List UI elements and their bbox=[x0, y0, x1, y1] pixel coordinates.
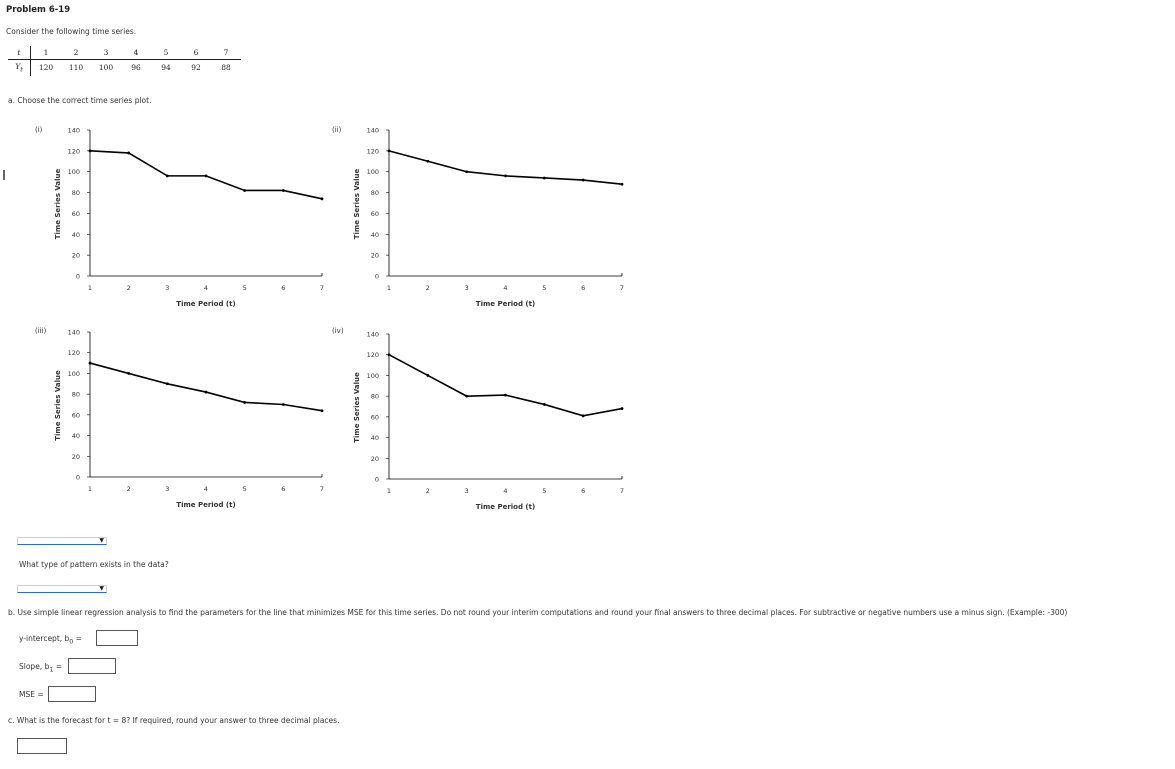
y-tick-label: 20 bbox=[370, 454, 379, 463]
y-tick-label: 140 bbox=[67, 126, 80, 135]
data-point bbox=[426, 374, 429, 377]
problem-intro: Consider the following time series. bbox=[6, 27, 137, 36]
x-tick-label: 1 bbox=[386, 284, 392, 292]
series-line bbox=[389, 355, 622, 416]
x-tick-label: 4 bbox=[503, 284, 508, 292]
table-cell: 4 bbox=[121, 46, 151, 60]
problem-title: Problem 6-19 bbox=[6, 5, 71, 15]
y-axis-label: Time Series Value bbox=[54, 370, 62, 441]
data-point bbox=[582, 179, 585, 182]
mse-input[interactable] bbox=[48, 686, 96, 702]
table-cell: 6 bbox=[181, 46, 211, 60]
y-tick-label: 0 bbox=[374, 475, 379, 484]
y-tick-label: 80 bbox=[71, 390, 80, 399]
y-subscript: t bbox=[20, 66, 23, 74]
x-axis-label: Time Period (t) bbox=[475, 503, 536, 511]
chart-panel-label: (ii) bbox=[332, 126, 342, 134]
data-point bbox=[621, 183, 624, 186]
y-tick-label: 120 bbox=[366, 351, 379, 360]
data-point bbox=[388, 353, 391, 356]
x-axis-label: Time Period (t) bbox=[176, 300, 236, 308]
data-point bbox=[166, 174, 169, 177]
x-axis-label: Time Period (t) bbox=[176, 501, 236, 509]
y-tick-label: 140 bbox=[366, 330, 379, 339]
x-tick-label: 7 bbox=[619, 487, 625, 495]
y-tick-label: 100 bbox=[366, 168, 379, 177]
y-tick-label: 120 bbox=[67, 147, 80, 156]
x-tick-label: 2 bbox=[126, 485, 131, 493]
table-cell: 110 bbox=[68, 63, 84, 73]
chart-panel-label: (iv) bbox=[332, 327, 344, 335]
y-tick-label: 100 bbox=[67, 369, 80, 378]
table-cell: 120 bbox=[38, 63, 54, 73]
table-cell: 1 bbox=[31, 46, 62, 60]
series-line bbox=[389, 151, 622, 184]
x-tick-label: 5 bbox=[542, 284, 547, 292]
y-axis-label: Time Series Value bbox=[54, 168, 62, 240]
data-point bbox=[465, 395, 468, 398]
data-point bbox=[89, 362, 92, 365]
y-tick-label: 80 bbox=[71, 189, 80, 198]
data-point bbox=[388, 149, 391, 152]
x-tick-label: 4 bbox=[503, 487, 508, 495]
x-tick-label: 3 bbox=[464, 284, 469, 292]
x-tick-label: 7 bbox=[319, 485, 325, 493]
y-tick-label: 60 bbox=[71, 209, 80, 218]
data-point bbox=[243, 401, 246, 404]
data-point bbox=[127, 152, 130, 155]
intercept-subscript: 0 bbox=[69, 638, 74, 646]
y-tick-label: 20 bbox=[370, 251, 379, 260]
data-point bbox=[504, 174, 507, 177]
y-tick-label: 120 bbox=[67, 349, 80, 358]
y-tick-label: 60 bbox=[71, 411, 80, 420]
y-axis-label: Time Series Value bbox=[353, 372, 361, 443]
data-point bbox=[582, 414, 585, 417]
data-point bbox=[205, 391, 208, 394]
data-point bbox=[465, 170, 468, 173]
slope-equals: = bbox=[55, 662, 63, 671]
mse-label: MSE = bbox=[19, 690, 44, 699]
y-tick-label: 40 bbox=[370, 434, 379, 443]
y-tick-label: 140 bbox=[67, 328, 80, 337]
x-tick-label: 1 bbox=[386, 487, 392, 495]
chevron-down-icon: ▼ bbox=[99, 585, 104, 592]
y-tick-label: 40 bbox=[71, 432, 80, 441]
y-tick-label: 120 bbox=[366, 147, 379, 156]
y-tick-label: 0 bbox=[374, 272, 379, 281]
plot-select-dropdown[interactable] bbox=[17, 537, 107, 545]
slope-subscript: 1 bbox=[49, 666, 54, 674]
x-tick-label: 7 bbox=[619, 284, 625, 292]
forecast-input[interactable] bbox=[17, 738, 67, 754]
pattern-question: What type of pattern exists in the data? bbox=[19, 560, 169, 569]
data-point bbox=[543, 177, 546, 180]
y-axis-label: Time Series Value bbox=[353, 168, 361, 240]
data-point bbox=[127, 372, 130, 375]
x-tick-label: 4 bbox=[203, 485, 209, 493]
chevron-down-icon: ▼ bbox=[99, 537, 104, 544]
x-tick-label: 6 bbox=[281, 284, 286, 292]
x-tick-label: 3 bbox=[165, 485, 170, 493]
x-tick-label: 6 bbox=[581, 284, 586, 292]
y-symbol: Y bbox=[15, 62, 21, 71]
x-tick-label: 6 bbox=[581, 487, 586, 495]
data-point bbox=[89, 149, 92, 152]
y-tick-label: 80 bbox=[370, 189, 379, 198]
y-tick-label: 20 bbox=[71, 251, 80, 260]
x-axis-label: Time Period (t) bbox=[475, 300, 536, 308]
x-tick-label: 1 bbox=[87, 284, 93, 292]
data-point bbox=[504, 394, 507, 397]
x-tick-label: 2 bbox=[126, 284, 131, 292]
table-cell: 2 bbox=[61, 46, 91, 60]
y-tick-label: 140 bbox=[366, 126, 379, 135]
data-point bbox=[282, 189, 285, 192]
y-tick-label: 60 bbox=[370, 413, 379, 422]
pattern-select-dropdown[interactable] bbox=[17, 585, 107, 593]
data-point bbox=[321, 197, 324, 200]
x-tick-label: 5 bbox=[542, 487, 547, 495]
data-point bbox=[621, 407, 624, 410]
x-tick-label: 4 bbox=[203, 284, 209, 292]
series-line bbox=[90, 363, 322, 411]
table-cell: 100 bbox=[98, 63, 114, 73]
y-tick-label: 100 bbox=[67, 168, 80, 177]
y-tick-label: 40 bbox=[71, 230, 80, 239]
x-tick-label: 5 bbox=[242, 284, 247, 292]
data-point bbox=[243, 189, 246, 192]
y-tick-label: 20 bbox=[71, 452, 80, 461]
x-tick-label: 2 bbox=[425, 284, 430, 292]
part-c-question: c. What is the forecast for t = 8? If required, round your answer to three decimal places. bbox=[8, 716, 340, 725]
x-tick-label: 5 bbox=[242, 485, 247, 493]
part-a-question: a. Choose the correct time series plot. bbox=[8, 96, 152, 105]
table-cell: 3 bbox=[91, 46, 121, 60]
table-cell: 96 bbox=[131, 63, 141, 73]
x-tick-label: 6 bbox=[281, 485, 286, 493]
x-tick-label: 3 bbox=[165, 284, 170, 292]
intercept-input[interactable] bbox=[96, 630, 138, 646]
table-header-t: t bbox=[8, 46, 31, 60]
y-tick-label: 40 bbox=[370, 230, 379, 239]
table-cell: 88 bbox=[221, 63, 231, 73]
slope-label bbox=[19, 662, 62, 674]
data-point bbox=[282, 403, 285, 406]
table-cell: 92 bbox=[191, 63, 201, 73]
y-tick-label: 100 bbox=[366, 371, 379, 380]
data-point bbox=[205, 174, 208, 177]
slope-label-text: Slope, b bbox=[19, 662, 50, 671]
x-tick-label: 2 bbox=[425, 487, 430, 495]
table-cell: 94 bbox=[161, 63, 171, 73]
y-tick-label: 60 bbox=[370, 209, 379, 218]
chart-panel-label: (i) bbox=[35, 126, 43, 134]
y-tick-label: 80 bbox=[370, 392, 379, 401]
x-tick-label: 3 bbox=[464, 487, 469, 495]
y-tick-label: 0 bbox=[75, 272, 80, 281]
x-tick-label: 1 bbox=[87, 485, 93, 493]
y-tick-label: 0 bbox=[75, 473, 80, 482]
intercept-label bbox=[19, 634, 82, 646]
table-cell: 7 bbox=[211, 46, 241, 60]
table-cell: 5 bbox=[151, 46, 181, 60]
data-point bbox=[166, 382, 169, 385]
intercept-label-text: y-intercept, b bbox=[19, 634, 70, 643]
data-point bbox=[543, 403, 546, 406]
x-tick-label: 7 bbox=[319, 284, 325, 292]
data-point bbox=[426, 160, 429, 163]
data-point bbox=[321, 409, 324, 412]
slope-input[interactable] bbox=[68, 658, 116, 674]
chart-panel-label: (iii) bbox=[35, 327, 47, 335]
part-b-question: b. Use simple linear regression analysis to find the parameters for the line that minimizes MSE for this time series. Do not round your interim computations and round your final answers to three decimal places. For subtractive or negative numbers use a minus sign. (Example: -300) bbox=[8, 608, 1068, 617]
intercept-equals: = bbox=[75, 634, 82, 643]
